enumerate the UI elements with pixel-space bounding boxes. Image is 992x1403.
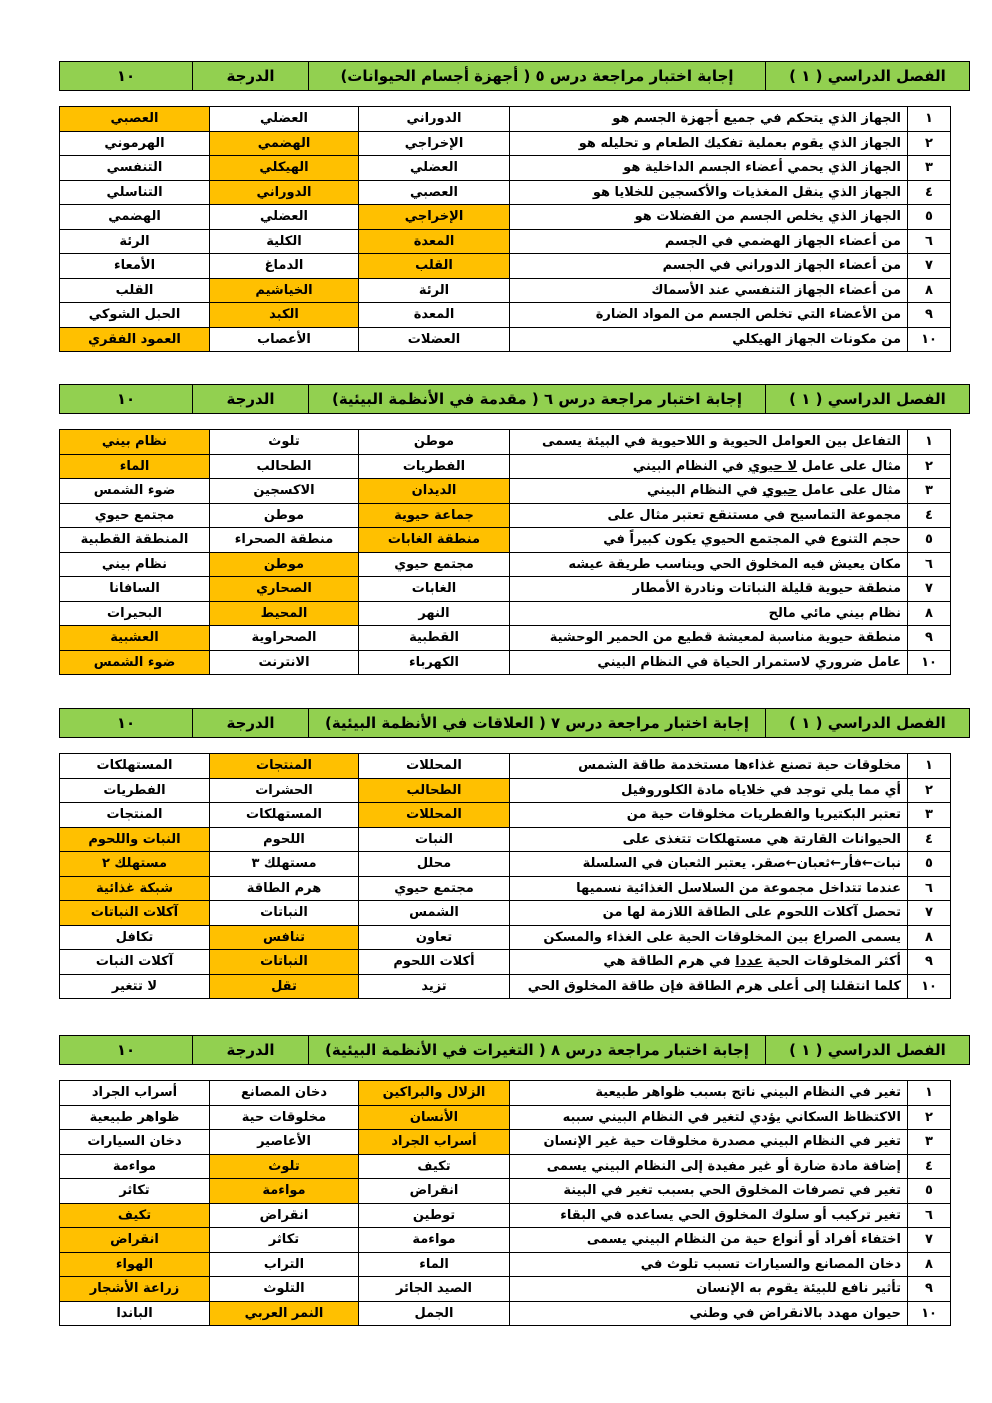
answer-option: ظواهر طبيعية xyxy=(60,1105,210,1130)
answer-option: الفطريات xyxy=(60,778,210,803)
question-number: ٦ xyxy=(908,1203,951,1228)
correct-answer-option: تقل xyxy=(210,974,359,999)
correct-answer-option: تكيف xyxy=(60,1203,210,1228)
question-number: ٥ xyxy=(908,1179,951,1204)
answer-option: أسراب الجراد xyxy=(60,1081,210,1106)
answer-option: المستهلكات xyxy=(210,803,359,828)
lesson-section xyxy=(59,61,946,352)
answer-option: ضوء الشمس xyxy=(60,479,210,504)
question-text: الجهاز الذي يخلص الجسم من الفضلات هو xyxy=(510,205,908,230)
answer-option: الكهرباء xyxy=(359,650,510,675)
question-number: ٣ xyxy=(908,803,951,828)
answer-option: البحيرات xyxy=(60,601,210,626)
question-number: ٦ xyxy=(908,552,951,577)
correct-answer-option: تنافس xyxy=(210,925,359,950)
answer-option: منطقة الصحراء xyxy=(210,528,359,553)
correct-answer-option: ضوء الشمس xyxy=(60,650,210,675)
answer-option: الدماغ xyxy=(210,254,359,279)
table-row xyxy=(60,1228,951,1253)
lesson-section xyxy=(59,708,946,999)
grade-label: الدرجة xyxy=(193,385,309,414)
correct-answer-option: المنتجات xyxy=(210,754,359,779)
correct-answer-option: الهواء xyxy=(60,1252,210,1277)
table-row xyxy=(60,205,951,230)
correct-answer-option: العشبية xyxy=(60,626,210,651)
answer-option: الرئة xyxy=(60,229,210,254)
question-number: ٧ xyxy=(908,254,951,279)
table-row xyxy=(60,974,951,999)
correct-answer-option: مواءمة xyxy=(210,1179,359,1204)
correct-answer-option: جماعة حيوية xyxy=(359,503,510,528)
answer-option: الأعصاب xyxy=(210,327,359,352)
table-row xyxy=(60,950,951,975)
question-number: ٩ xyxy=(908,950,951,975)
answer-option: انقراض xyxy=(210,1203,359,1228)
answer-option: الرئة xyxy=(359,278,510,303)
answer-option: النهر xyxy=(359,601,510,626)
answer-option: لا تتغير xyxy=(60,974,210,999)
question-text: اختفاء أفراد أو أنواع حية من النظام البيني يسمى xyxy=(510,1228,908,1253)
table-row xyxy=(60,827,951,852)
section-title: إجابة اختبار مراجعة درس ٥ ( أجهزة أجسام الحيوانات) xyxy=(309,62,766,91)
correct-answer-option: المحيط xyxy=(210,601,359,626)
question-text: من مكونات الجهاز الهيكلي xyxy=(510,327,908,352)
question-number: ٦ xyxy=(908,876,951,901)
answer-option: تكاثر xyxy=(210,1228,359,1253)
question-text: تحصل آكلات اللحوم على الطاقة اللازمة لها من xyxy=(510,901,908,926)
table-row xyxy=(60,601,951,626)
answer-option: الهرموني xyxy=(60,131,210,156)
question-text: منطقة حيوية قليلة النباتات ونادرة الأمطار xyxy=(510,577,908,602)
correct-answer-option: الإخراجي xyxy=(359,205,510,230)
correct-answer-option: المحللات xyxy=(359,803,510,828)
question-number: ١ xyxy=(908,754,951,779)
question-number: ٤ xyxy=(908,1154,951,1179)
question-number: ١ xyxy=(908,1081,951,1106)
answer-option: الإخراجي xyxy=(359,131,510,156)
question-number: ٢ xyxy=(908,131,951,156)
question-text: نبات←فأر←ثعبان←صقر. يعتبر الثعبان في السلسلة xyxy=(510,852,908,877)
answer-option: النبات xyxy=(359,827,510,852)
table-row xyxy=(60,528,951,553)
answer-option: المعدة xyxy=(359,303,510,328)
question-text: دخان المصانع والسيارات تسبب تلوث في xyxy=(510,1252,908,1277)
table-row xyxy=(60,430,951,455)
questions-table xyxy=(59,753,951,999)
answer-option: القلب xyxy=(60,278,210,303)
answer-option: التراب xyxy=(210,1252,359,1277)
answer-option: تكاثر xyxy=(60,1179,210,1204)
correct-answer-option: تلوث xyxy=(210,1154,359,1179)
question-number: ٣ xyxy=(908,479,951,504)
answer-option: موطن xyxy=(359,430,510,455)
correct-answer-option: انقراض xyxy=(60,1228,210,1253)
question-text xyxy=(510,479,908,504)
question-text: تغير في النظام البيني ناتج بسبب ظواهر طبيعية xyxy=(510,1081,908,1106)
answer-option: مواءمة xyxy=(359,1228,510,1253)
question-text: عامل ضروري لاستمرار الحياة في النظام البيني xyxy=(510,650,908,675)
answer-option: تكافل xyxy=(60,925,210,950)
question-text: نظام بيني مائي مالح xyxy=(510,601,908,626)
table-row xyxy=(60,254,951,279)
grade-value: ١٠ xyxy=(60,709,193,738)
table-row xyxy=(60,327,951,352)
underlined-word: عددا xyxy=(735,954,763,970)
grade-value: ١٠ xyxy=(60,385,193,414)
correct-answer-option: الطحالب xyxy=(359,778,510,803)
grade-label: الدرجة xyxy=(193,1036,309,1065)
grade-label: الدرجة xyxy=(193,709,309,738)
table-row xyxy=(60,803,951,828)
question-text: مخلوقات حية تصنع غذاءها مستخدمة طاقة الشمس xyxy=(510,754,908,779)
table-row xyxy=(60,1130,951,1155)
question-text: الجهاز الذي يتحكم في جميع أجهزة الجسم هو xyxy=(510,107,908,132)
correct-answer-option: المعدة xyxy=(359,229,510,254)
question-number: ٨ xyxy=(908,601,951,626)
answer-option: الحبل الشوكي xyxy=(60,303,210,328)
answer-option: التنفسي xyxy=(60,156,210,181)
answer-option: مجتمع حيوي xyxy=(359,876,510,901)
correct-answer-option: الديدان xyxy=(359,479,510,504)
answer-option: الاكسجين xyxy=(210,479,359,504)
table-row xyxy=(60,754,951,779)
question-text: تعتبر البكتيريا والفطريات مخلوقات حية من xyxy=(510,803,908,828)
question-number: ٧ xyxy=(908,577,951,602)
answer-option: الشمس xyxy=(359,901,510,926)
question-text: الحيوانات القارتة هي مستهلكات تتغذى على xyxy=(510,827,908,852)
question-text: الجهاز الذي ينقل المغذيات والأكسجين للخلايا هو xyxy=(510,180,908,205)
answer-option: التناسلي xyxy=(60,180,210,205)
answer-option: تعاون xyxy=(359,925,510,950)
question-number: ١٠ xyxy=(908,1301,951,1326)
correct-answer-option: شبكة غذائية xyxy=(60,876,210,901)
question-number: ٤ xyxy=(908,827,951,852)
table-row xyxy=(60,107,951,132)
section-header xyxy=(59,61,970,91)
answer-option: العضلي xyxy=(359,156,510,181)
answer-option: الغابات xyxy=(359,577,510,602)
question-number: ٤ xyxy=(908,503,951,528)
table-row xyxy=(60,577,951,602)
table-row xyxy=(60,1105,951,1130)
question-number: ١٠ xyxy=(908,650,951,675)
table-row xyxy=(60,552,951,577)
question-text: تغير تركيب أو سلوك المخلوق الحي يساعده في البقاء xyxy=(510,1203,908,1228)
question-number: ٨ xyxy=(908,1252,951,1277)
question-number: ٢ xyxy=(908,778,951,803)
correct-answer-option: الكبد xyxy=(210,303,359,328)
answer-option: مجتمع حيوي xyxy=(60,503,210,528)
answer-option: الصيد الجائر xyxy=(359,1277,510,1302)
table-row xyxy=(60,503,951,528)
section-header xyxy=(59,384,970,414)
table-row xyxy=(60,901,951,926)
question-text: الجهاز الذي يحمي أعضاء الجسم الداخلية هو xyxy=(510,156,908,181)
table-row xyxy=(60,925,951,950)
answer-option: الهضمي xyxy=(60,205,210,230)
correct-answer-option: الأنسان xyxy=(359,1105,510,1130)
answer-option: نظام بيني xyxy=(60,552,210,577)
correct-answer-option: النبات واللحوم xyxy=(60,827,210,852)
answer-option: توطين xyxy=(359,1203,510,1228)
question-text: من أعضاء الجهاز الدوراني في الجسم xyxy=(510,254,908,279)
answer-option: الجمل xyxy=(359,1301,510,1326)
question-number: ٥ xyxy=(908,852,951,877)
correct-answer-option: موطن xyxy=(210,552,359,577)
term-label: الفصل الدراسي ( ١ ) xyxy=(766,1036,970,1065)
question-part: في هرم الطاقة هي xyxy=(603,954,736,970)
grade-value: ١٠ xyxy=(60,1036,193,1065)
answer-option: القطبية xyxy=(359,626,510,651)
answer-option: الأعاصير xyxy=(210,1130,359,1155)
correct-answer-option: زراعة الأشجار xyxy=(60,1277,210,1302)
question-number: ٥ xyxy=(908,205,951,230)
question-part: مثال على عامل xyxy=(797,458,901,474)
answer-option: التلوث xyxy=(210,1277,359,1302)
question-number: ٩ xyxy=(908,626,951,651)
question-part: في النظام البيني xyxy=(647,483,763,499)
answer-option: اللحوم xyxy=(210,827,359,852)
question-text: من الأعضاء التي تخلص الجسم من المواد الضارة xyxy=(510,303,908,328)
correct-answer-option: النباتات xyxy=(210,950,359,975)
table-row xyxy=(60,1277,951,1302)
table-row xyxy=(60,454,951,479)
correct-answer-option: الصحاري xyxy=(210,577,359,602)
answer-option: السافانا xyxy=(60,577,210,602)
question-number: ٨ xyxy=(908,278,951,303)
answer-option: العضلي xyxy=(210,205,359,230)
table-row xyxy=(60,852,951,877)
table-row xyxy=(60,156,951,181)
answer-option: الطحالب xyxy=(210,454,359,479)
answer-option: مخلوقات حية xyxy=(210,1105,359,1130)
question-part: مثال على عامل xyxy=(797,483,901,499)
answer-option: مجتمع حيوي xyxy=(359,552,510,577)
answer-option: العضلي xyxy=(210,107,359,132)
question-text: الجهاز الذي يقوم بعملية تفكيك الطعام و تحليله هو xyxy=(510,131,908,156)
correct-answer-option: الخياشيم xyxy=(210,278,359,303)
question-text: يسمى الصراع بين المخلوقات الحية على الغذاء والمسكن xyxy=(510,925,908,950)
table-row xyxy=(60,650,951,675)
answer-option: انقراض xyxy=(359,1179,510,1204)
table-row xyxy=(60,1179,951,1204)
table-row xyxy=(60,131,951,156)
table-row xyxy=(60,876,951,901)
answer-option: الفطريات xyxy=(359,454,510,479)
answer-option: تزيد xyxy=(359,974,510,999)
answer-option: الماء xyxy=(359,1252,510,1277)
answer-option: محلل xyxy=(359,852,510,877)
correct-answer-option: نظام بيني xyxy=(60,430,210,455)
correct-answer-option: الزلال والبراكين xyxy=(359,1081,510,1106)
correct-answer-option: منطقة الغابات xyxy=(359,528,510,553)
answer-option: الأمعاء xyxy=(60,254,210,279)
correct-answer-option: مستهلك ٢ xyxy=(60,852,210,877)
answer-option: موطن xyxy=(210,503,359,528)
questions-table xyxy=(59,429,951,675)
answer-option: الحشرات xyxy=(210,778,359,803)
answer-option: دخان المصانع xyxy=(210,1081,359,1106)
question-part: في النظام البيني xyxy=(632,458,749,474)
answer-option: الانترنت xyxy=(210,650,359,675)
question-text: حيوان مهدد بالانقراض في وطني xyxy=(510,1301,908,1326)
question-text: التفاعل بين العوامل الحيوية و اللاحيوية في البيئة يسمى xyxy=(510,430,908,455)
question-text: كلما انتقلنا إلى أعلى هرم الطاقة فإن طاقة المخلوق الحي xyxy=(510,974,908,999)
correct-answer-option: الدوراني xyxy=(210,180,359,205)
answer-option: الدوراني xyxy=(359,107,510,132)
answer-option: الكلية xyxy=(210,229,359,254)
table-row xyxy=(60,278,951,303)
answer-option: الباندا xyxy=(60,1301,210,1326)
question-text: منطقة حيوية مناسبة لمعيشة قطيع من الحمير الوحشية xyxy=(510,626,908,651)
question-text: تأثير نافع للبيئة يقوم به الإنسان xyxy=(510,1277,908,1302)
question-number: ١٠ xyxy=(908,974,951,999)
answer-option: مواءمة xyxy=(60,1154,210,1179)
correct-answer-option: النمر العربي xyxy=(210,1301,359,1326)
answer-option: النباتات xyxy=(210,901,359,926)
answer-option: تكيف xyxy=(359,1154,510,1179)
answer-option: المنتجات xyxy=(60,803,210,828)
section-title: إجابة اختبار مراجعة درس ٦ ( مقدمة في الأنظمة البيئية) xyxy=(309,385,766,414)
question-text: الاكتظاظ السكاني يؤدي لتغير في النظام البيني سببه xyxy=(510,1105,908,1130)
correct-answer-option: أسراب الجراد xyxy=(359,1130,510,1155)
table-row xyxy=(60,1081,951,1106)
question-number: ٣ xyxy=(908,1130,951,1155)
answer-option: مستهلك ٣ xyxy=(210,852,359,877)
table-row xyxy=(60,180,951,205)
answer-option: تلوث xyxy=(210,430,359,455)
question-number: ٩ xyxy=(908,303,951,328)
question-text: عندما تتداخل مجموعة من السلاسل الغذائية نسميها xyxy=(510,876,908,901)
correct-answer-option: الهضمي xyxy=(210,131,359,156)
question-text: أي مما يلي توجد في خلاياه مادة الكلوروفيل xyxy=(510,778,908,803)
answer-option: آكلات النبات xyxy=(60,950,210,975)
table-row xyxy=(60,1203,951,1228)
question-number: ٨ xyxy=(908,925,951,950)
question-number: ٧ xyxy=(908,901,951,926)
question-number: ٢ xyxy=(908,454,951,479)
term-label: الفصل الدراسي ( ١ ) xyxy=(766,709,970,738)
answer-option: المحللات xyxy=(359,754,510,779)
question-number: ٤ xyxy=(908,180,951,205)
question-number: ٣ xyxy=(908,156,951,181)
answer-option: المستهلكات xyxy=(60,754,210,779)
grade-label: الدرجة xyxy=(193,62,309,91)
answer-option: الصحراوية xyxy=(210,626,359,651)
table-row xyxy=(60,1154,951,1179)
correct-answer-option: الماء xyxy=(60,454,210,479)
term-label: الفصل الدراسي ( ١ ) xyxy=(766,62,970,91)
answer-option: العصبي xyxy=(359,180,510,205)
question-number: ٦ xyxy=(908,229,951,254)
question-number: ٥ xyxy=(908,528,951,553)
answer-option: دخان السيارات xyxy=(60,1130,210,1155)
table-row xyxy=(60,1301,951,1326)
question-number: ٩ xyxy=(908,1277,951,1302)
correct-answer-option: العمود الفقري xyxy=(60,327,210,352)
question-text xyxy=(510,454,908,479)
table-row xyxy=(60,626,951,651)
table-row xyxy=(60,229,951,254)
table-row xyxy=(60,778,951,803)
question-number: ١ xyxy=(908,107,951,132)
question-text: من أعضاء الجهاز التنفسي عند الأسماك xyxy=(510,278,908,303)
table-row xyxy=(60,479,951,504)
lesson-section xyxy=(59,384,946,675)
question-number: ١ xyxy=(908,430,951,455)
questions-table xyxy=(59,106,951,352)
underlined-word: حيوي xyxy=(762,483,798,499)
question-text: إضافة مادة ضارة أو غير مفيدة إلى النظام البيني يسمى xyxy=(510,1154,908,1179)
underlined-word: لا حيوي xyxy=(748,458,798,474)
table-row xyxy=(60,1252,951,1277)
term-label: الفصل الدراسي ( ١ ) xyxy=(766,385,970,414)
correct-answer-option: القلب xyxy=(359,254,510,279)
question-number: ٧ xyxy=(908,1228,951,1253)
question-text: من أعضاء الجهاز الهضمي في الجسم xyxy=(510,229,908,254)
correct-answer-option: الهيكلي xyxy=(210,156,359,181)
answer-option: أكلات اللحوم xyxy=(359,950,510,975)
question-part: أكثر المخلوقات الحية xyxy=(762,954,901,970)
section-title: إجابة اختبار مراجعة درس ٧ ( العلاقات في الأنظمة البيئية) xyxy=(309,709,766,738)
question-text: تغير في النظام البيني مصدرة مخلوقات حية غير الإنسان xyxy=(510,1130,908,1155)
section-title: إجابة اختبار مراجعة درس ٨ ( التغيرات في الأنظمة البيئية) xyxy=(309,1036,766,1065)
answer-option: العضلات xyxy=(359,327,510,352)
questions-table xyxy=(59,1080,951,1326)
answer-option: المنطقة القطبية xyxy=(60,528,210,553)
correct-answer-option: العصبي xyxy=(60,107,210,132)
lesson-section xyxy=(59,1035,946,1326)
correct-answer-option: آكلات النباتات xyxy=(60,901,210,926)
question-text: تغير في تصرفات المخلوق الحي بسبب تغير في البينة xyxy=(510,1179,908,1204)
section-header xyxy=(59,1035,970,1065)
answer-option: هرم الطاقة xyxy=(210,876,359,901)
question-text xyxy=(510,950,908,975)
question-text: حجم التنوع في المجتمع الحيوي يكون كبيراً في xyxy=(510,528,908,553)
question-text: مجموعة التماسيح في مستنقع تعتبر مثال على xyxy=(510,503,908,528)
grade-value: ١٠ xyxy=(60,62,193,91)
question-number: ١٠ xyxy=(908,327,951,352)
question-number: ٢ xyxy=(908,1105,951,1130)
question-text: مكان يعيش فيه المخلوق الحي ويناسب طريقة عيشه xyxy=(510,552,908,577)
section-header xyxy=(59,708,970,738)
table-row xyxy=(60,303,951,328)
